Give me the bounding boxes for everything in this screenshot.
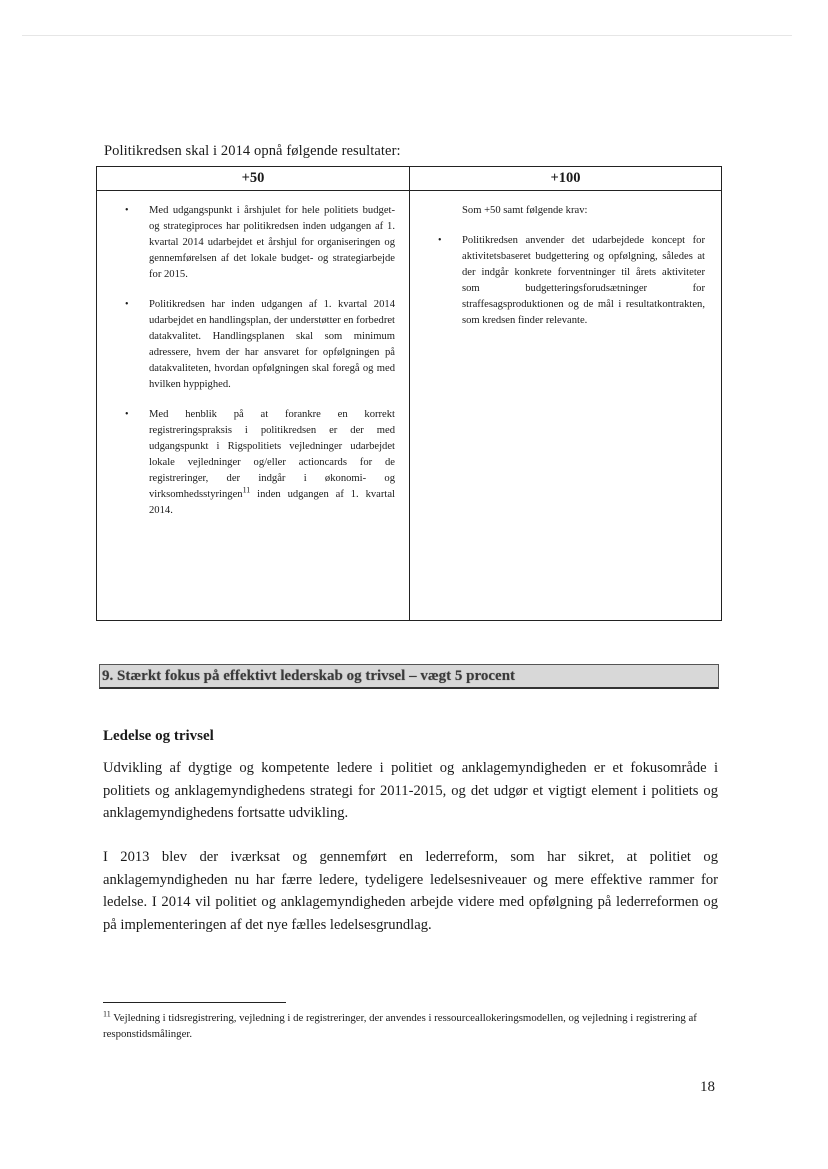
list-item-text: Med henblik på at forankre en korrekt registreringspraksis i politikredsen er der med udgangspunkt i Rigspolitiets vejledninger udarbejdet lokale vejledninger og/eller actioncards for de registreringer, der indgår i økonomi- og virksomhedsstyringen [149, 409, 395, 500]
list-item [113, 407, 395, 519]
paragraph: I 2013 blev der iværksat og gennemført en lederreform, som har sikret, at politiet og anklagemyndigheden nu har færre ledere, tydeligere ledelsesniveauer og mere effektive rammer for ledelse. I 2014 vil politiet og anklagemyndigheden arbejde videre med opfølgning på lederreformen og på implementeringen af det nye fælles ledelsesgrundlag. [103, 849, 718, 933]
list-item-text: Politikredsen har inden udgangen af 1. kvartal 2014 udarbejdet en handlingsplan, der understøtter en forbedret datakvalitet. Handlingsplanen skal som minimum adressere, hvem der har ansvaret for opfølgningen på datakvaliteten, hvordan opfølgningen skal foregå og med hvilken hyppighed. [149, 299, 395, 390]
list-item [426, 233, 705, 329]
section-heading: 9. Stærkt fokus på effektivt lederskab og trivsel – vægt 5 procent [99, 664, 719, 689]
cell-plus50 [97, 191, 410, 621]
list-item [113, 297, 395, 393]
bullet-icon: • [125, 409, 129, 420]
footnote [103, 1010, 718, 1042]
results-table [96, 166, 722, 621]
list-item [113, 203, 395, 283]
intro-text: Politikredsen skal i 2014 opnå følgende resultater: [104, 143, 401, 159]
column-header-plus100: +100 [410, 167, 722, 191]
top-edge-rule [22, 35, 792, 36]
bullet-icon: • [125, 299, 129, 310]
footnote-reference: 11 [242, 485, 251, 495]
footnote-rule [103, 1002, 286, 1003]
sub-heading: Ledelse og trivsel [103, 728, 214, 744]
paragraph: Udvikling af dygtige og kompetente ledere i politiet og anklagemyndigheden er et fokusområde i politiets og anklagemyndighedens strategi for 2011-2015, og det udgør et vigtigt element i politiets og anklagemyndighedens fortsatte udvikling. [103, 760, 718, 821]
column-header-plus50: +50 [97, 167, 410, 191]
footnote-number: 11 [103, 1009, 111, 1019]
footnote-text: Vejledning i tidsregistrering, vejledning i de registreringer, der anvendes i ressourceallokeringsmodellen, og vejledning i registrering af responstidsmålinger. [103, 1012, 697, 1040]
bullet-icon: • [125, 205, 129, 216]
bullet-icon: • [438, 235, 442, 246]
list-item-text: Politikredsen anvender det udarbejdede koncept for aktivitetsbaseret budgettering og opfølgning, således at der indgår konkrete forventninger til årets aktiviteter som budgetteringsforudsætninger for straffesagsproduktionen og de mål i resultatkontrakten, som kredsen finder relevante. [462, 235, 705, 326]
page-number: 18 [700, 1079, 715, 1095]
cell-note: Som +50 samt følgende krav: [462, 205, 588, 216]
cell-plus100 [410, 191, 722, 621]
list-item-text-tail: inden udgangen af 1. kvartal 2014. [149, 489, 395, 516]
list-item-text: Med udgangspunkt i årshjulet for hele politiets budget- og strategiproces har politikredsen inden udgangen af 1. kvartal 2014 udarbejdet et årshjul for organiseringen og gennemførelsen af det lokale budget- og strategiarbejde for 2015. [149, 205, 395, 280]
